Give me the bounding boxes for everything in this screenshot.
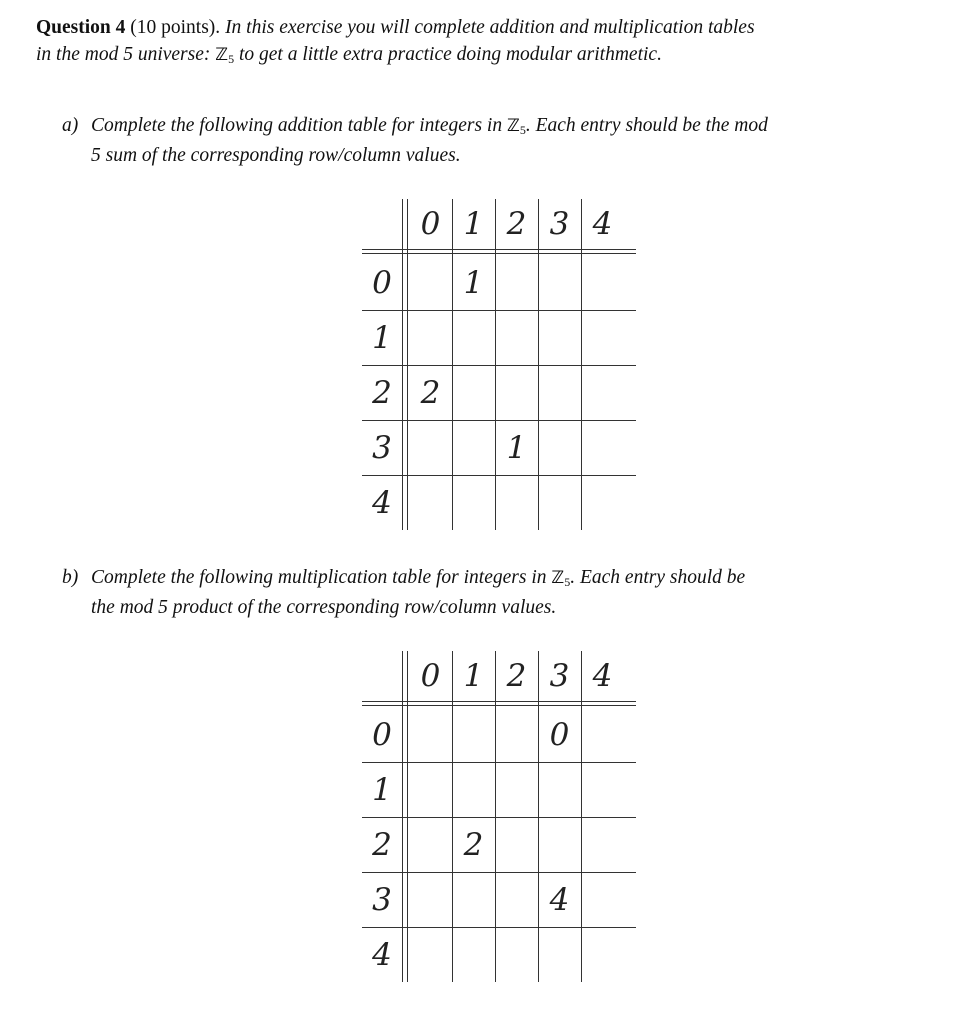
question-intro-2b: to get a little extra practice doing modular arithmetic.	[238, 44, 662, 65]
table-cell	[538, 365, 581, 420]
col-header: 4	[592, 658, 613, 694]
table-cell: 1	[506, 429, 527, 466]
table-cell	[538, 420, 581, 475]
col-header: 2	[506, 658, 527, 694]
part-b-prompt	[62, 565, 898, 621]
table-cell	[452, 927, 495, 982]
col-header: 0	[420, 206, 441, 242]
question-points: (10 points).	[130, 17, 221, 38]
row-header: 0	[372, 264, 392, 301]
table-cell	[452, 762, 495, 817]
table-cell	[538, 927, 581, 982]
table-cell: 0	[549, 716, 570, 753]
table-cell	[495, 872, 538, 927]
table-cell	[581, 475, 624, 530]
part-a-prompt	[62, 113, 898, 169]
row-header: 3	[372, 429, 392, 466]
table-cell	[495, 365, 538, 420]
row-header: 1	[372, 771, 392, 808]
col-header: 0	[420, 658, 441, 694]
table-cell: 2	[420, 374, 441, 411]
table-cell	[452, 707, 495, 762]
table-cell	[495, 927, 538, 982]
part-b-text-1-end: . Each entry should be	[570, 567, 746, 588]
row-header: 4	[372, 484, 392, 521]
col-header: 3	[549, 206, 570, 242]
table-cell	[452, 420, 495, 475]
table-cell: 4	[549, 881, 570, 918]
part-b-set-subscript: 5	[564, 575, 571, 589]
set-subscript: 5	[228, 52, 235, 66]
row-header: 1	[372, 319, 392, 356]
table-cell	[452, 310, 495, 365]
question-intro-2a: in the mod 5 universe:	[36, 44, 211, 65]
table-cell: 1	[463, 264, 484, 301]
table-cell	[452, 365, 495, 420]
table-cell	[538, 310, 581, 365]
table-cell	[538, 817, 581, 872]
table-cell	[581, 310, 624, 365]
table-cell	[581, 762, 624, 817]
table-cell	[581, 707, 624, 762]
row-header: 3	[372, 881, 392, 918]
question-header	[36, 14, 916, 73]
table-cell	[581, 420, 624, 475]
double-hline-top	[362, 249, 636, 250]
set-symbol: ℤ	[215, 45, 229, 65]
double-hline-bottom	[362, 705, 636, 706]
table-cell	[495, 255, 538, 310]
part-a-text-2: 5 sum of the corresponding row/column values.	[91, 145, 461, 166]
col-header: 1	[463, 658, 484, 694]
table-cell: 2	[463, 826, 484, 863]
table-cell	[495, 475, 538, 530]
col-header: 2	[506, 206, 527, 242]
part-a-label: a)	[62, 115, 79, 136]
part-a-text-1-end: . Each entry should be the mod	[525, 115, 768, 136]
part-a-text-1: Complete the following addition table for integers in	[91, 115, 503, 136]
part-a-set-subscript: 5	[519, 123, 526, 137]
row-header: 4	[372, 936, 392, 973]
col-header: 1	[463, 206, 484, 242]
table-cell	[409, 872, 452, 927]
table-cell	[538, 255, 581, 310]
double-hline-top	[362, 701, 636, 702]
part-b-text-2: the mod 5 product of the corresponding row/column values.	[91, 597, 557, 618]
table-cell	[495, 762, 538, 817]
table-cell	[409, 707, 452, 762]
table-cell	[452, 872, 495, 927]
table-cell	[409, 817, 452, 872]
table-cell	[409, 475, 452, 530]
row-header: 0	[372, 716, 392, 753]
table-cell	[409, 255, 452, 310]
col-header: 3	[549, 658, 570, 694]
table-cell	[409, 762, 452, 817]
row-header: 2	[372, 374, 392, 411]
col-header: 4	[592, 206, 613, 242]
double-hline-bottom	[362, 253, 636, 254]
part-b-set-symbol: ℤ	[551, 568, 565, 588]
row-header: 2	[372, 826, 392, 863]
question-label: Question 4	[36, 17, 126, 38]
table-cell	[495, 310, 538, 365]
table-cell	[409, 927, 452, 982]
table-cell	[495, 817, 538, 872]
table-cell	[538, 475, 581, 530]
table-cell	[581, 255, 624, 310]
table-cell	[538, 762, 581, 817]
table-cell	[581, 872, 624, 927]
table-cell	[581, 365, 624, 420]
table-cell	[581, 817, 624, 872]
table-cell	[409, 420, 452, 475]
table-cell	[452, 475, 495, 530]
part-b-label: b)	[62, 567, 79, 588]
part-a-set-symbol: ℤ	[506, 116, 520, 136]
table-cell	[581, 927, 624, 982]
question-intro-1: In this exercise you will complete addition and multiplication tables	[225, 17, 755, 38]
table-cell	[409, 310, 452, 365]
table-cell	[495, 707, 538, 762]
part-b-text-1: Complete the following multiplication table for integers in	[91, 567, 547, 588]
